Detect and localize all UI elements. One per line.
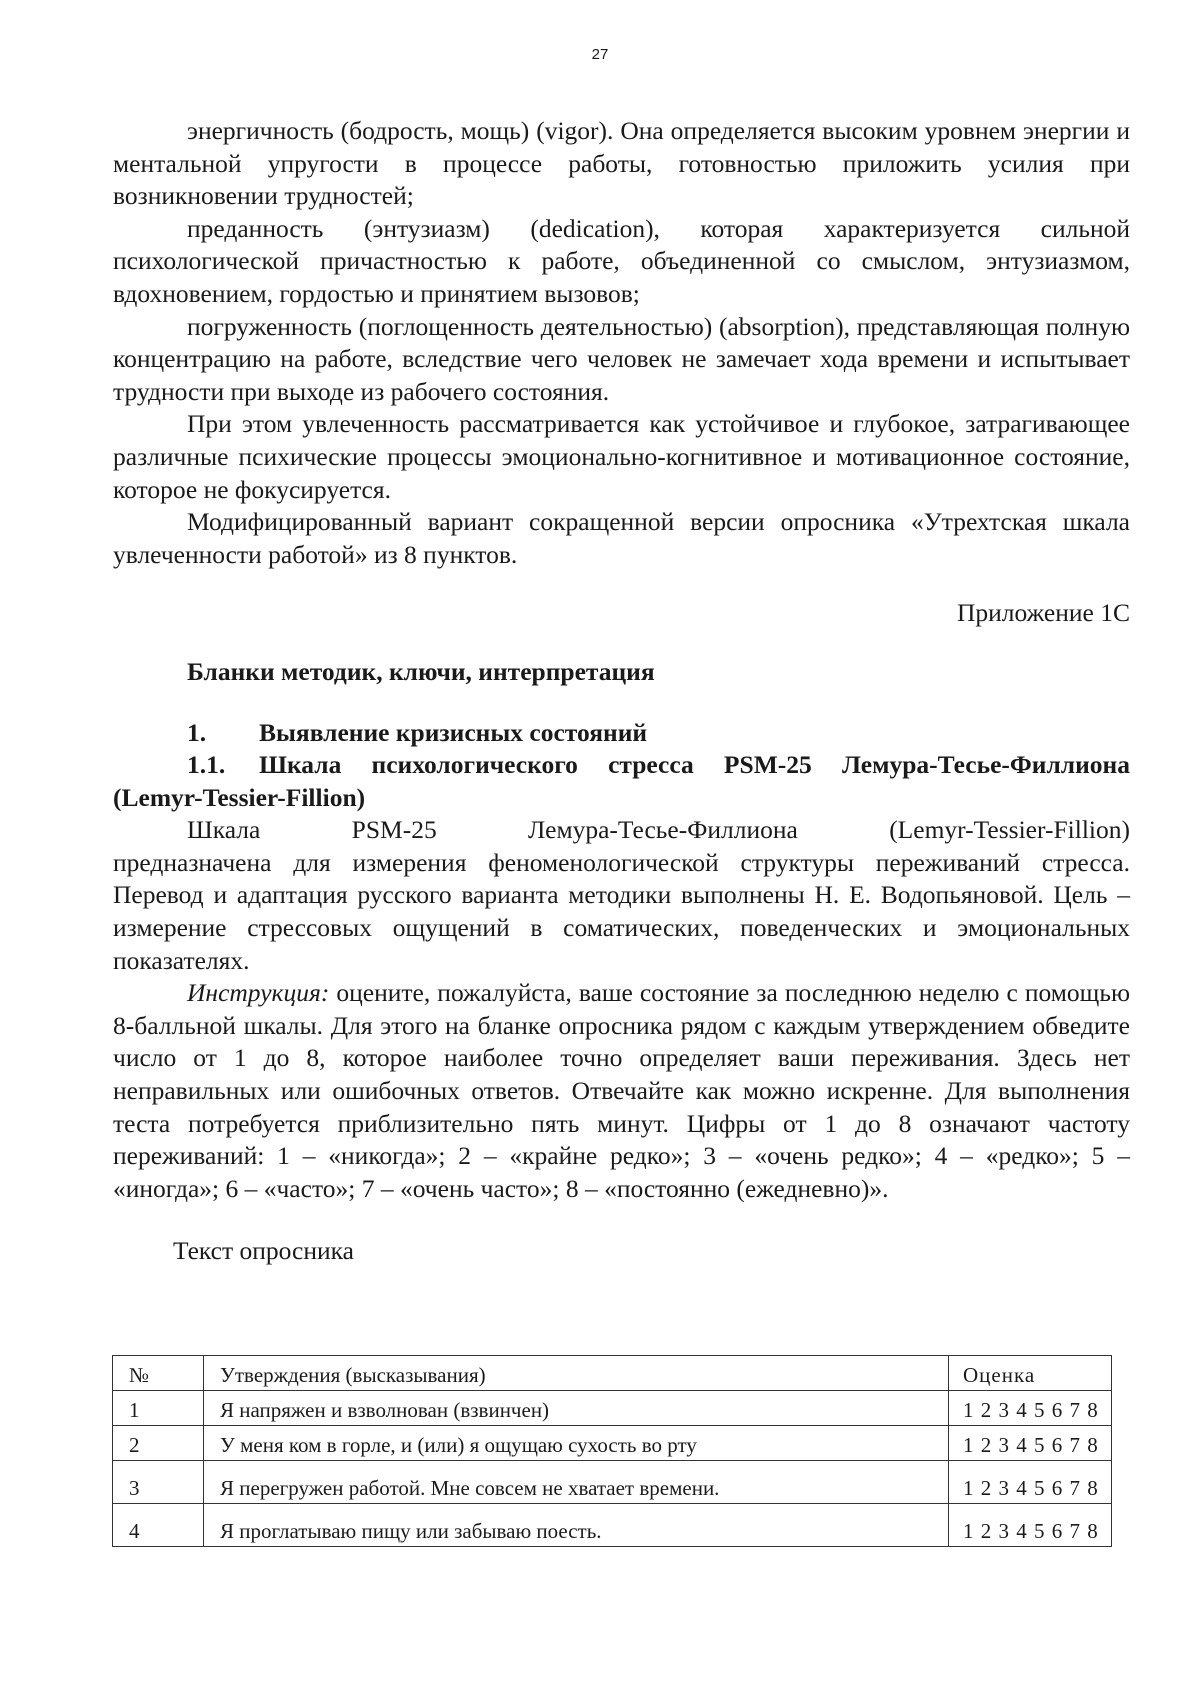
instruction-label: Инструкция: xyxy=(187,978,330,1008)
paragraph-engagement: При этом увлеченность рассматривается как устойчивое и глубокое, затрагивающее различные психические процессы эмоционально-когнитивное и мотивационное состояние, которое не фокусируется. xyxy=(113,409,1130,504)
page-content xyxy=(113,115,1130,1268)
row-number: 2 xyxy=(113,1426,204,1461)
heading-psm25 xyxy=(113,749,1130,814)
row-score: 1 2 3 4 5 6 7 8 xyxy=(949,1504,1112,1547)
paragraph-absorption: погруженность (поглощенность деятельностью) (absorption), представляющая полную концентрацию на работе, вследствие чего человек не замечает хода времени и испытывает трудности при выходе из рабочего состояния. xyxy=(113,311,1130,406)
row-statement: Я проглатываю пищу или забываю поесть. xyxy=(204,1504,949,1547)
heading-title: Шкала психологического стресса PSM-25 Лемура-Тесье-Филлиона (Lemyr-Tessier-Fillion) xyxy=(113,750,1130,812)
table-row xyxy=(113,1504,1112,1547)
row-number: 1 xyxy=(113,1391,204,1426)
paragraph-instruction xyxy=(113,977,1130,1205)
section-heading: Бланки методик, ключи, интерпретация xyxy=(187,656,655,686)
paragraph-modified-version: Модифицированный вариант сокращенной версии опросника «Утрехтская шкала увлеченности работой» из 8 пунктов. xyxy=(113,507,1130,569)
page-number: 27 xyxy=(591,46,609,63)
heading-number: 1. xyxy=(187,717,207,747)
row-statement: У меня ком в горле, и (или) я ощущаю сухость во рту xyxy=(204,1426,949,1461)
paragraph-description-first-line: Шкала PSM-25 Лемура-Тесье-Филлиона (Lemyr-Tessier-Fillion) xyxy=(187,815,1130,845)
row-statement: Я перегружен работой. Мне совсем не хватает времени. xyxy=(204,1461,949,1504)
row-score: 1 2 3 4 5 6 7 8 xyxy=(949,1426,1112,1461)
heading-title: Выявление кризисных состояний xyxy=(259,717,648,747)
instruction-text: оцените, пожалуйста, ваше состояние за последнюю неделю с помощью 8-балльной шкалы. Для этого на бланке опросника рядом с каждым утверждением обведите число от 1 до 8, которое наиболее точно определяет ваши переживания. Здесь нет неправильных или ошибочных ответов. Отвечайте как можно искренне. Для выполнения теста потребуется приблизительно пять минут. Цифры от 1 до 8 означают частоту переживаний: 1 – «никогда»; 2 – «крайне редко»; 3 – «очень редко»; 4 – «редко»; 5 – «иногда»; 6 – «часто»; 7 – «очень часто»; 8 – «постоянно (ежедневно)». xyxy=(113,978,1130,1203)
table-row xyxy=(113,1426,1112,1461)
header-score: Оценка xyxy=(949,1356,1112,1391)
row-number: 4 xyxy=(113,1504,204,1547)
paragraph-description: предназначена для измерения феноменологической структуры переживаний стресса. Перевод и адаптация русского варианта методики выполнены Н. Е. Водопьяновой. Цель – измерение стрессовых ощущений в соматических, поведенческих и эмоциональных показателях. xyxy=(113,847,1130,975)
table-header-row xyxy=(113,1356,1112,1391)
heading-crisis-states xyxy=(113,717,1130,750)
appendix-label: Приложение 1С xyxy=(957,598,1130,628)
row-score: 1 2 3 4 5 6 7 8 xyxy=(949,1461,1112,1504)
table-row xyxy=(113,1461,1112,1504)
questionnaire-table xyxy=(112,1355,1112,1547)
header-number: № xyxy=(113,1356,204,1391)
row-number: 3 xyxy=(113,1461,204,1504)
header-statement: Утверждения (высказывания) xyxy=(204,1356,949,1391)
row-statement: Я напряжен и взволнован (взвинчен) xyxy=(204,1391,949,1426)
table-row xyxy=(113,1391,1112,1426)
row-score: 1 2 3 4 5 6 7 8 xyxy=(949,1391,1112,1426)
paragraph-dedication: преданность (энтузиазм) (dedication), которая характеризуется сильной психологической причастностью к работе, объединенной со смыслом, энтузиазмом, вдохновением, гордостью и принятием вызовов; xyxy=(113,213,1130,308)
heading-number: 1.1. xyxy=(187,750,226,780)
paragraph-vigor: энергичность (бодрость, мощь) (vigor). Она определяется высоким уровнем энергии и ментальной упругости в процессе работы, готовностью приложить усилия при возникновении трудностей; xyxy=(113,116,1130,211)
table-caption: Текст опросника xyxy=(173,1236,354,1266)
